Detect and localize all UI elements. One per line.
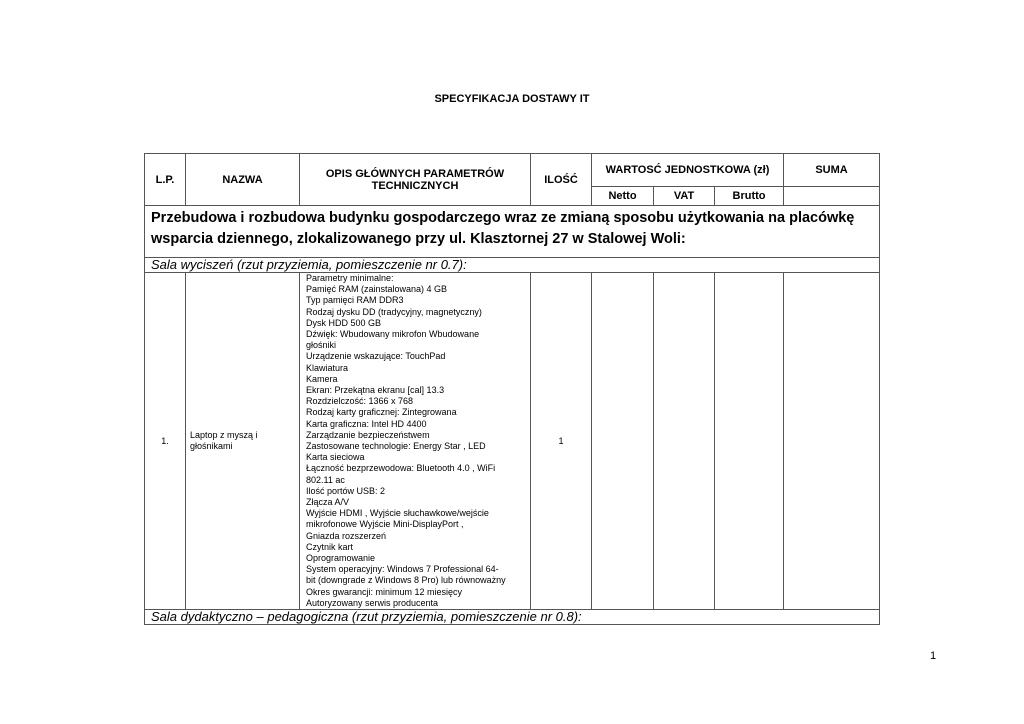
row-netto [592,273,654,610]
description-line: Ekran: Przekątna ekranu [cal] 13.3 [306,385,445,396]
description-line: Typ pamięci RAM DDR3 [306,295,404,306]
section-title-sala-wyciszen: Sala wyciszeń (rzut przyziemia, pomieszczenie nr 0.7): [145,258,880,273]
description-line: Urządzenie wskazujące: TouchPad [306,351,446,362]
description-line: głośniki [306,340,337,351]
document-title: SPECYFIKACJA DOSTAWY IT [434,93,590,105]
specification-table [144,153,880,625]
row-brutto [715,273,784,610]
description-line: Dysk HDD 500 GB [306,317,382,328]
description-line: Gniazda rozszerzeń [306,530,387,541]
description-line: Złącza A/V [306,497,350,508]
description-line: Parametry minimalne: [306,273,394,283]
header-name: NAZWA [186,154,300,206]
description-line: Rodzaj karty graficznej: Zintegrowana [306,407,457,418]
description-line: Autoryzowany serwis producenta [306,597,439,608]
row-lp: 1. [145,273,186,610]
header-unit-value: WARTOSĆ JEDNOSTKOWA (zł) [592,154,784,187]
description-line: Łączność bezprzewodowa: Bluetooth 4.0 , WiFi [306,463,496,474]
description-line: mikrofonowe Wyjście Mini-DisplayPort , [306,519,464,530]
header-vat: VAT [654,187,715,206]
header-brutto: Brutto [715,187,784,206]
row-description [300,273,531,610]
description-line: Dźwięk: Wbudowany mikrofon Wbudowane [306,329,480,340]
description-line: Zarządzanie bezpieczeństwem [306,429,430,440]
description-line: System operacyjny: Windows 7 Professional 64- [306,564,499,575]
description-line: Pamięć RAM (zainstalowana) 4 GB [306,284,448,295]
header-quantity: ILOŚĆ [531,154,592,206]
header-sum-empty [784,187,880,206]
row-name: Laptop z myszą i głośnikami [186,273,300,610]
description-line: Karta graficzna: Intel HD 4400 [306,418,427,429]
description-line: Rodzaj dysku DD (tradycyjny, magnetyczny) [306,306,482,317]
header-description: OPIS GŁÓWNYCH PARAMETRÓW TECHNICZNYCH [300,154,531,206]
description-line: Ilość portów USB: 2 [306,485,386,496]
description-line: Karta sieciowa [306,452,365,463]
section-title-sala-dydaktyczno: Sala dydaktyczno – pedagogiczna (rzut przyziemia, pomieszczenie nr 0.8): [145,610,880,625]
table-row [145,273,880,610]
header-lp: L.P. [145,154,186,206]
row-quantity: 1 [531,273,592,610]
description-line: Zastosowane technologie: Energy Star , LED [306,441,486,452]
description-line: bit (downgrade z Windows 8 Pro) lub równoważny [306,575,506,586]
row-vat [654,273,715,610]
description-line: Klawiatura [306,362,349,373]
description-line: 802.11 ac [306,474,345,485]
header-netto: Netto [592,187,654,206]
row-sum [784,273,880,610]
page-number: 1 [930,650,937,662]
description-line: Rozdzielczość: 1366 x 768 [306,396,414,407]
description-line: Okres gwarancji: minimum 12 miesięcy [306,586,463,597]
description-line: Kamera [306,373,338,384]
header-sum: SUMA [784,154,880,187]
description-line: Oprogramowanie [306,553,376,564]
description-line: Wyjście HDMI , Wyjście słuchawkowe/wejście [306,508,489,519]
description-line: Czytnik kart [306,541,354,552]
project-title: Przebudowa i rozbudowa budynku gospodarczego wraz ze zmianą sposobu użytkowania na placówkę wsparcia dziennego, zlokalizowanego przy ul. Klasztornej 27 w Stalowej Woli: [145,206,880,258]
